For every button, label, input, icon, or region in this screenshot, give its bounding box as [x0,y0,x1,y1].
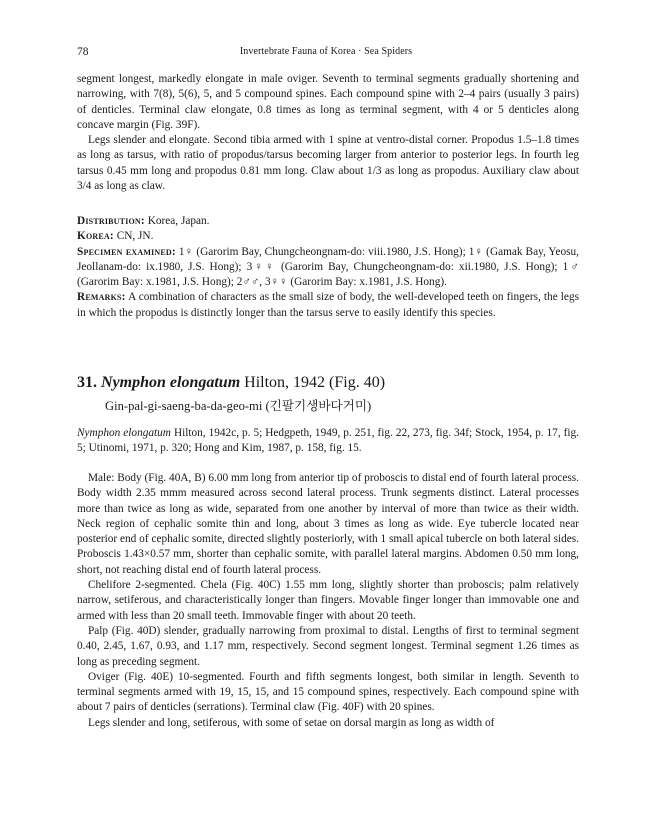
distribution-text: Korea, Japan. [144,215,210,227]
synonymy-text: Hilton, 1942c, p. 5; Hedgpeth, 1949, p. 251, fig. 22, 273, fig. 34f; Stock, 1954, p. 17, fig. 5; Utinomi, 1971, p. 320; Hong and Kim, 1987, p. 158, fig. 15. [77,427,579,455]
species-number: 31. [77,374,97,391]
paragraph-legs: Legs slender and elongate. Second tibia armed with 1 spine at ventro-distal corner. Propodus 1.5–1.8 times as long as tarsus, with ratio of propodus/tarsus becoming larger from anterior to posterior legs. In fourth leg tarsus 0.45 mm long and propodus 0.81 mm long. Claw about 1/3 as long as propodus. Auxiliary claw about 3/4 as long as claw. [77,134,579,193]
remarks-label: Remarks: [77,291,126,304]
specimen-paragraph [77,245,579,291]
paragraph-oviger: Oviger (Fig. 40E) 10-segmented. Fourth and fifth segments longest, both similar in length. Seventh to terminal segments armed with 19, 15, 15, and 15 compound spines, respectively. Each compound spine with about 7 pairs of denticles (serrations). Terminal claw (Fig. 40F) with 20 spines. [77,670,579,714]
specimen-text: 1♀ (Garorim Bay, Chungcheongnam-do: viii.1980, J.S. Hong); 1♀ (Gamak Bay, Yeosu, Jeollanam-do: ix.1980, J.S. Hong); 3♀♀ (Garorim Bay, Chungcheongnam-do: xii.1980, J.S. Hong); 1♂ (Garorim Bay: x.1981, J.S. Hong); 2♂♂, 3♀♀ (Garorim Bay: x.1981, J.S. Hong). [77,245,579,289]
species-heading [77,374,385,392]
description-block [77,471,579,731]
paragraph-chelifore: Chelifore 2-segmented. Chela (Fig. 40C) 1.55 mm long, slightly shorter than proboscis; palm relatively narrow, setiferous, and characteristically longer than fingers. Movable finger longer than immovable one and armed with less than 20 small teeth. Immovable finger with about 20 teeth. [77,579,579,622]
paragraph-legs-start: Legs slender and long, setiferous, with some of setae on dorsal margin as long as width of [88,716,495,729]
korea-label: Korea: [77,230,114,243]
synonymy-paragraph [77,426,579,457]
remarks-text: A combination of characters as the small size of body, the well-developed teeth on fingers, the legs in which the propodus is distinctly longer than the tarsus serve to easily identify this species. [77,291,579,319]
species-author: Hilton, 1942 (Fig. 40) [240,374,386,391]
running-title: Invertebrate Fauna of Korea · Sea Spiders [239,46,413,57]
korean-common-name: Gin-pal-gi-saeng-ba-da-geo-mi (긴팔기생바다거미) [105,399,372,413]
species-name: Nymphon elongatum [101,374,241,391]
records-block [77,214,579,321]
synonymy-name: Nymphon elongatum [77,427,171,439]
top-text-block [77,72,579,194]
paragraph-oviger-continued: segment longest, markedly elongate in male oviger. Seventh to terminal segments gradually shortening and narrowing, with 7(8), 5(6), 5, and 5 compound spines. Each compound spine with 2–4 pairs (usually 3 pairs) of denticles. Terminal claw elongate, 0.8 times as long as terminal segment, with 4 or 5 denticles along concave margin (Fig. 39F). [77,73,579,131]
distribution-line [77,214,579,229]
paragraph-male: Male: Body (Fig. 40A, B) 6.00 mm long from anterior tip of proboscis to distal end of fourth lateral process. Body width 2.35 mmm measured across second lateral process. Trunk segments distinct. Lateral processes more than twice as long as wide, separated from one another by interval of more than twice as their width. Neck region of cephalic somite thin and long, about 3 times as long as wide. Eye tubercle located near posterior end of cephalic somite, directed slightly posteriorly, with 1 small apical tubercle on both lateral sides. Proboscis 1.43×0.57 mm, shorter than cephalic somite, with parallel lateral margins. Abdomen 0.50 mm long, short, not reaching distal end of fourth lateral process. [77,472,579,576]
korea-text: CN, JN. [113,230,154,243]
synonymy-block [77,426,579,457]
paragraph-palp: Palp (Fig. 40D) slender, gradually narrowing from proximal to distal. Lengths of first to terminal segment 0.40, 2.45, 1.67, 0.93, and 1.17 mm, respectively. Second segment longest. Terminal segment 1.26 times as long as preceding segment. [77,624,579,668]
page-number: 78 [77,46,89,58]
remarks-paragraph [77,290,579,321]
specimen-label: Specimen examined: [77,245,176,258]
distribution-label: Distribution: [77,215,145,227]
korea-line [77,229,579,244]
